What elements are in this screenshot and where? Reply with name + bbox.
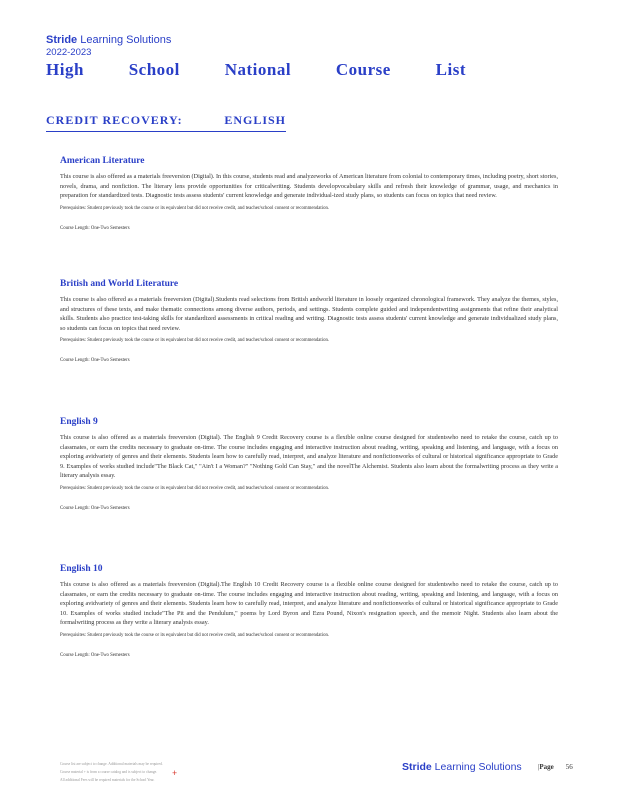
- course-british-world-literature: [60, 279, 558, 363]
- title-word: National: [224, 60, 292, 79]
- catalog-year: 2022-2023: [46, 47, 92, 58]
- title-word: List: [435, 60, 466, 79]
- course-description: This course is also offered as a materials freeversion (Digital). The English 9 Credit Recovery course is a flexible online course designed for studentswho need to retake the course, catch up to classmates, or earn the credits necessary to graduate on-time. The course includes engaging and interactive instruction about reading, writing, speaking and listening, and language, with a focus on exploring avidvariety of genres and their elements. Students learn how to carefully read, interpret, and analyze literature and nonfictionworks of cultural or historical significance appropriate to Grade 9. Examples of works studied include"The Black Cat," "Ain't I a Woman?" "Nothing Gold Can Stay," and the novelThe Alchemist. Students also learn about the formalwriting process as they write a literary analysis essay.: [60, 434, 558, 480]
- footer-brand-text: Learning Solutions: [431, 761, 522, 773]
- course-english-10: [60, 564, 558, 658]
- page-title: [46, 60, 466, 80]
- course-description: This course is also offered as a materials freeversion (Digital).Students read selections from British andworld literature in loosely organized chronological framework. They analyze the themes, styles, and structures of these texts, and make thematic connections among diverse authors, periods, and settings. Students complete guided and independentwriting assignments that refine their analytical skills. Students also practice test-taking skills for standardized assessments in critical reading and writing. Diagnostic tests assess students' current knowledge and generate individualized study plans, so students can focus on topics that need review.: [60, 296, 558, 332]
- course-length: Course Length: One-Two Semesters: [60, 505, 130, 511]
- course-title: English 10: [60, 564, 103, 574]
- course-prerequisites: Prerequisites: Student previously took the course or its equivalent but did not receive credit, and teacher/school consent or recommendation.: [60, 338, 330, 344]
- page-label: Page: [539, 763, 554, 771]
- course-description: This course is also offered as a materials freeversion (Digital).The English 10 Credit Recovery course is a flexible online course designed for studentswho need to retake the course, catch up to classmates, or earn the credits necessary to graduate on-time. The course includes engaging and interactive instruction about reading, writing, speaking and listening, and language, with a focus on exploring avidvariety of genres and their elements. Students learn how to carefully read, interpret, and analyze literature and nonfictionworks of cultural or historical significance appropriate to Grade 10. Examples of works studied include"The Pit and the Pendulum," poems by Lord Byron and Ezra Pound, Nixon's resignation speech, and the memoir Night. Students also learn about the formalwriting process as they write a literary analysis essay.: [60, 581, 558, 627]
- title-word: School: [128, 60, 180, 79]
- course-title: American Literature: [60, 156, 145, 166]
- course-description: This course is also offered as a materials freeversion (Digital). In this course, students read and analyzeworks of American literature from colonial to contemporary times, including poetry, short stories, novels, drama, and nonfiction. The literary lens provide opportunities for criticalwriting. Students developvocabulary skills and refresh their knowledge of grammar, usage, and mechanics in preparation for standardized tests. Diagnostic tests assess students' current knowledge and generate individual-ized study plans, so students can focus on topics that need review.: [60, 173, 558, 200]
- footer-disclaimer-line: All additional Fees will be required materials for the School Year.: [60, 778, 155, 782]
- section-heading-right: ENGLISH: [224, 113, 286, 127]
- footer-disclaimer-line: Course material + is from a course catalog and is subject to change.: [60, 770, 158, 774]
- course-american-literature: [60, 156, 558, 231]
- brand-logo-bold: Stride: [46, 34, 78, 46]
- section-heading-left: CREDIT RECOVERY:: [46, 113, 183, 127]
- section-heading: [46, 113, 286, 132]
- page-number: |Page 56: [538, 763, 573, 771]
- brand-logo: [46, 34, 171, 46]
- title-word: High: [46, 60, 84, 79]
- footer-disclaimer: [60, 760, 360, 784]
- course-prerequisites: Prerequisites: Student previously took the course or its equivalent but did not receive credit, and teacher/school consent or recommendation.: [60, 632, 330, 638]
- course-prerequisites: Prerequisites: Student previously took the course or its equivalent but did not receive credit, and teacher/school consent or recommendation.: [60, 485, 330, 491]
- brand-logo-text: Learning Solutions: [77, 34, 172, 46]
- title-word: Course: [335, 60, 391, 79]
- footer-brand-logo: [402, 761, 522, 773]
- course-prerequisites: Prerequisites: Student previously took the course or its equivalent but did not receive credit, and teacher/school consent or recommendation.: [60, 205, 330, 211]
- course-title: English 9: [60, 417, 98, 427]
- course-title: British and World Literature: [60, 279, 179, 289]
- footer-brand-bold: Stride: [402, 761, 432, 773]
- course-english-9: [60, 417, 558, 511]
- plus-icon: +: [172, 768, 178, 778]
- course-length: Course Length: One-Two Semesters: [60, 652, 130, 658]
- course-length: Course Length: One-Two Semesters: [60, 358, 130, 364]
- page-number-value: 56: [565, 763, 573, 771]
- footer-disclaimer-line: Course list are subject to change. Additional materials may be required.: [60, 762, 163, 766]
- course-length: Course Length: One-Two Semesters: [60, 225, 130, 231]
